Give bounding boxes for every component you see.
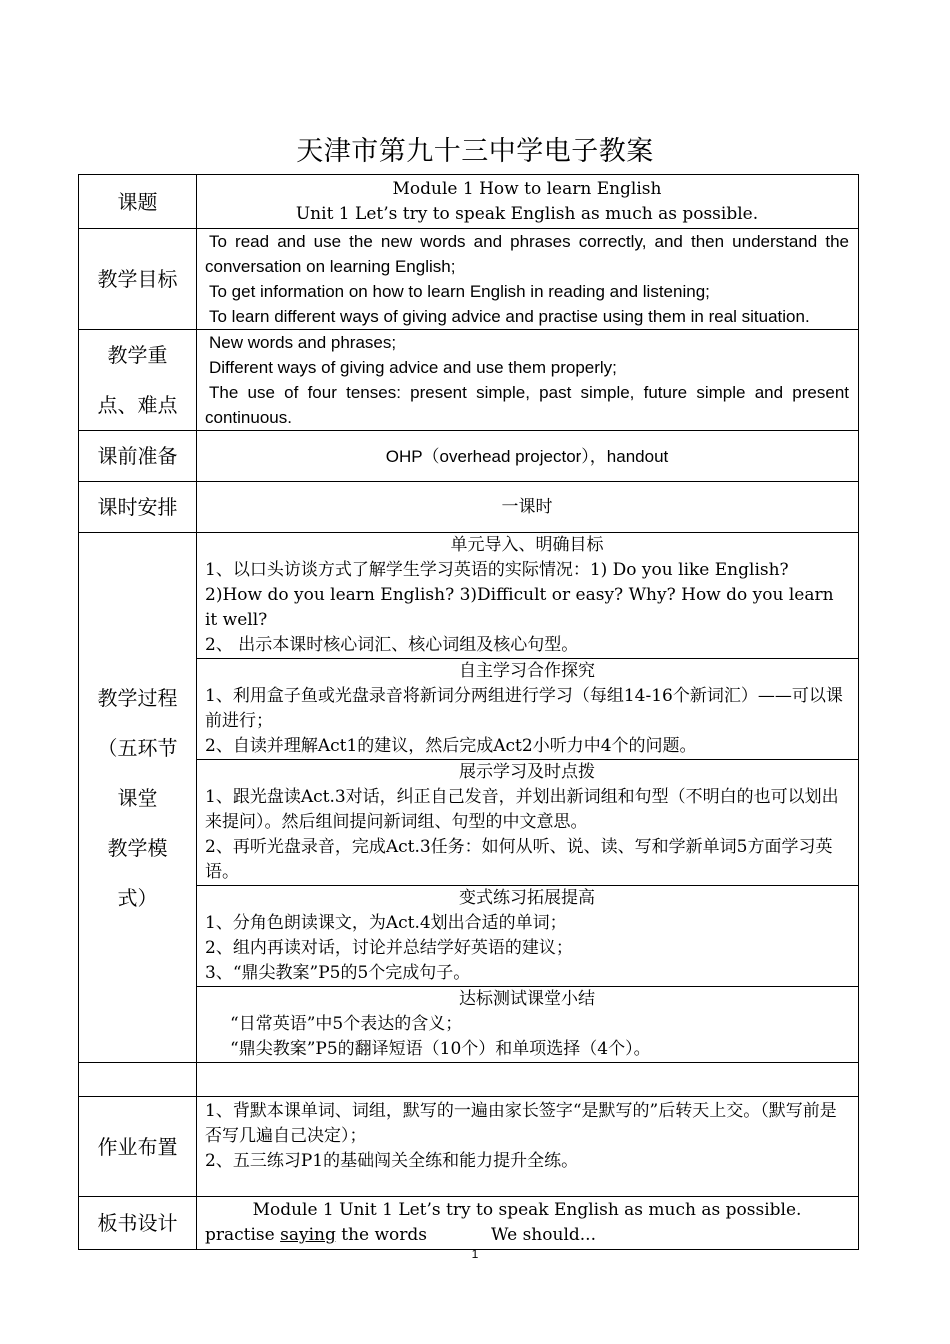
preparation-value: OHP（overhead projector），handout xyxy=(197,431,859,482)
key-point-item: Different ways of giving advice and use them properly; xyxy=(209,358,617,377)
empty-label-cell xyxy=(79,1063,197,1097)
board-line xyxy=(205,1223,849,1248)
stage-heading: 达标测试课堂小结 xyxy=(459,989,595,1009)
stage-line: 1、分角色朗读课文，为Act.4划出合适的单词； xyxy=(205,913,567,933)
process-stage xyxy=(197,659,859,760)
stage-line: 2、 出示本课时核心词汇、核心词组及核心句型。 xyxy=(205,635,579,655)
label-schedule: 课时安排 xyxy=(79,482,197,533)
process-stage xyxy=(197,533,859,659)
label-process-line: 教学过程 xyxy=(97,685,178,710)
board-content xyxy=(197,1197,859,1250)
stage-line: “日常英语”中5个表达的含义； xyxy=(230,1014,463,1034)
stage-line: “鼎尖教案”P5的翻译短语（10个）和单项选择（4个）。 xyxy=(230,1039,651,1059)
empty-content-cell xyxy=(197,1063,859,1097)
homework-content xyxy=(197,1097,859,1197)
homework-line: 1、背默本课单词、词组，默写的一遍由家长签字“是默写的”后转天上交。（默写前是否写几遍自己决定）； xyxy=(205,1101,837,1146)
objectives-content xyxy=(197,229,859,330)
row-objectives xyxy=(79,229,859,330)
topic-content xyxy=(197,175,859,229)
process-stage xyxy=(197,987,859,1063)
process-stage xyxy=(197,760,859,886)
row-homework xyxy=(79,1097,859,1197)
stage-line: 1、利用盒子鱼或光盘录音将新词分两组进行学习（每组14-16个新词汇）——可以课前进行； xyxy=(205,686,843,731)
label-key-points-line1: 教学重 xyxy=(107,343,168,367)
stage-line: 1、跟光盘读Act.3对话，纠正自己发音，并划出新词组和句型（不明白的也可以划出来提问）。然后组间提问新词组、句型的中文意思。 xyxy=(205,787,839,832)
label-preparation: 课前准备 xyxy=(79,431,197,482)
row-preparation xyxy=(79,431,859,482)
row-board xyxy=(79,1197,859,1250)
label-process-line: （五环节 xyxy=(97,735,178,760)
key-point-item: The use of four tenses: present simple, past simple, future simple and present continuous. xyxy=(205,383,849,427)
stage-heading: 变式练习拓展提高 xyxy=(459,888,595,908)
lesson-plan-table xyxy=(78,174,859,1250)
label-homework: 作业布置 xyxy=(79,1097,197,1197)
objective-item: To learn different ways of giving advice and practise using them in real situation. xyxy=(209,307,810,326)
board-title: Module 1 Unit 1 Let’s try to speak English as much as possible. xyxy=(252,1200,802,1220)
homework-line: 2、五三练习P1的基础闯关全练和能力提升全练。 xyxy=(205,1151,579,1171)
stage-line: 3、“鼎尖教案”P5的5个完成句子。 xyxy=(205,963,471,983)
label-key-points-line2: 点、难点 xyxy=(97,393,178,417)
stage-line: 2、自读并理解Act1的建议，然后完成Act2小听力中4个的问题。 xyxy=(205,736,697,756)
page-number: 1 xyxy=(471,1247,479,1261)
label-topic: 课题 xyxy=(79,175,197,229)
row-empty xyxy=(79,1063,859,1097)
label-objectives: 教学目标 xyxy=(79,229,197,330)
label-board: 板书设计 xyxy=(79,1197,197,1250)
board-phrase-pre: practise xyxy=(205,1225,281,1245)
stage-heading: 单元导入、明确目标 xyxy=(450,535,604,555)
schedule-value: 一课时 xyxy=(197,482,859,533)
label-process xyxy=(79,533,197,1063)
board-phrase-underlined: saying xyxy=(280,1225,336,1245)
row-topic xyxy=(79,175,859,229)
stage-line: 1、以口头访谈方式了解学生学习英语的实际情况：1) Do you like English? 2)How do you learn English? 3)Difficult or easy? Why? How do you learn it well? xyxy=(205,560,834,630)
label-key-points xyxy=(79,330,197,431)
row-process-stage-1 xyxy=(79,533,859,659)
key-point-item: New words and phrases; xyxy=(209,333,397,352)
objective-item: To read and use the new words and phrases correctly, and then understand the conversation on learning English; xyxy=(205,232,849,276)
topic-unit: Unit 1 Let’s try to speak English as much as possible. xyxy=(295,203,759,224)
process-stage xyxy=(197,886,859,987)
stage-line: 2、再听光盘录音，完成Act.3任务：如何从听、说、读、写和学新单词5方面学习英语。 xyxy=(205,837,833,882)
objective-item: To get information on how to learn English in reading and listening; xyxy=(209,282,710,301)
board-phrase-post: the words xyxy=(335,1225,428,1245)
row-key-points xyxy=(79,330,859,431)
key-points-content xyxy=(197,330,859,431)
stage-heading: 自主学习合作探究 xyxy=(459,661,595,681)
stage-line: 2、组内再读对话，讨论并总结学好英语的建议； xyxy=(205,938,573,958)
label-process-line: 课堂 xyxy=(117,785,158,810)
label-process-line: 式） xyxy=(117,885,158,910)
board-phrase-right: We should... xyxy=(491,1225,596,1245)
topic-module: Module 1 How to learn English xyxy=(392,178,662,199)
row-schedule xyxy=(79,482,859,533)
label-process-line: 教学模 xyxy=(107,835,168,860)
stage-heading: 展示学习及时点拨 xyxy=(459,762,595,782)
document-title: 天津市第九十三中学电子教案 xyxy=(296,136,654,167)
